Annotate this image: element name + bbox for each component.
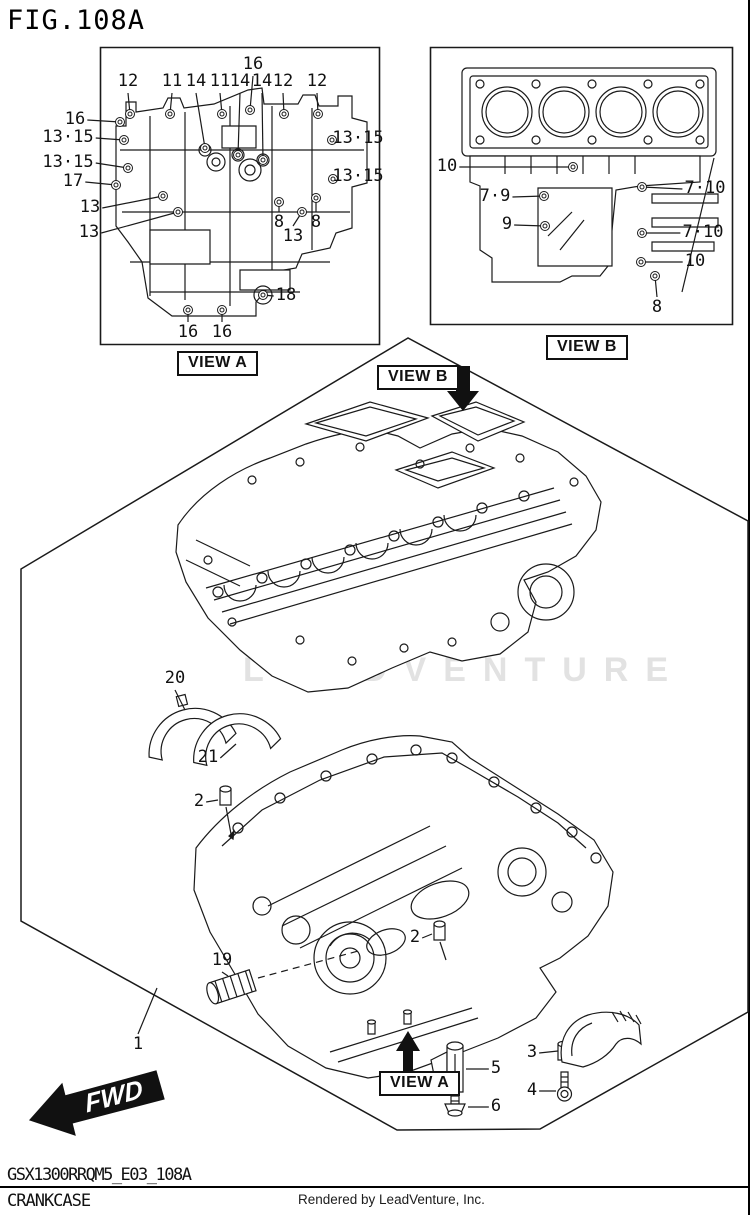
- bolt-hole: [246, 106, 255, 115]
- callout-13·15: 13·15: [332, 166, 384, 187]
- callout-18: 18: [275, 285, 297, 306]
- callout-8: 8: [273, 212, 285, 233]
- bolt-hole: [201, 144, 210, 153]
- bolt-hole: [259, 291, 268, 300]
- bolt-hole: [312, 194, 321, 203]
- bolt-hole: [540, 192, 549, 201]
- callout-14: 14: [185, 71, 207, 92]
- bolt-hole: [159, 192, 168, 201]
- callout-6: 6: [490, 1096, 502, 1117]
- leader-line: [238, 93, 240, 155]
- bolt-hole: [218, 306, 227, 315]
- bolt-hole: [275, 198, 284, 207]
- callout-12: 12: [306, 71, 328, 92]
- fwd-label: FWD: [83, 1073, 145, 1119]
- bolt-hole: [126, 110, 135, 119]
- leader-line: [101, 212, 178, 233]
- bolt-hole: [124, 164, 133, 173]
- callout-17: 17: [62, 171, 84, 192]
- bolt-hole: [234, 151, 243, 160]
- callout-13·15: 13·15: [42, 152, 94, 173]
- callout-10: 10: [684, 251, 706, 272]
- callout-12: 12: [117, 71, 139, 92]
- callout-7·10: 7·10: [682, 222, 724, 243]
- callout-21: 21: [197, 747, 219, 768]
- callout-8: 8: [651, 297, 663, 318]
- bolt-hole: [638, 229, 647, 238]
- callout-4: 4: [526, 1080, 538, 1101]
- leader-line: [262, 93, 263, 160]
- bolt-hole: [112, 181, 121, 190]
- callout-13: 13: [78, 222, 100, 243]
- callout-16: 16: [177, 322, 199, 343]
- bolt-hole: [569, 163, 578, 172]
- callout-16: 16: [242, 54, 264, 75]
- callout-13: 13: [79, 197, 101, 218]
- leader-line: [102, 196, 163, 208]
- bolt-hole: [298, 208, 307, 217]
- callout-10: 10: [436, 156, 458, 177]
- bolt-hole: [166, 110, 175, 119]
- figure-title: FIG.108A: [7, 5, 146, 36]
- callout-7·9: 7·9: [479, 186, 511, 207]
- callout-20: 20: [164, 668, 186, 689]
- callout-13·15: 13·15: [332, 128, 384, 149]
- callout-11: 11: [161, 71, 183, 92]
- bolt-hole: [259, 156, 268, 165]
- callout-14: 14: [229, 71, 251, 92]
- leader-line: [222, 972, 228, 976]
- leader-line: [220, 744, 236, 758]
- callout-14: 14: [251, 71, 273, 92]
- callout-13: 13: [282, 226, 304, 247]
- leader-line: [539, 1051, 558, 1053]
- leader-line: [196, 93, 205, 148]
- part-code: GSX1300RRQM5_E03_108A: [7, 1165, 191, 1185]
- callout-11: 11: [209, 71, 231, 92]
- callout-2: 2: [193, 791, 205, 812]
- callout-19: 19: [211, 950, 233, 971]
- callout-1: 1: [132, 1034, 144, 1055]
- callout-16: 16: [64, 109, 86, 130]
- callout-16: 16: [211, 322, 233, 343]
- leader-line: [422, 934, 432, 938]
- leader-line: [206, 800, 218, 802]
- bolt-hole: [637, 258, 646, 267]
- leadventure-watermark: LEADVENTURE: [243, 651, 686, 689]
- bolt-hole: [116, 118, 125, 127]
- view-a-inset-label: VIEW A: [177, 351, 258, 376]
- bolt-hole: [314, 110, 323, 119]
- callout-9: 9: [501, 214, 513, 235]
- bolt-hole: [541, 222, 550, 231]
- callout-12: 12: [272, 71, 294, 92]
- bolt-hole: [184, 306, 193, 315]
- callout-7·10: 7·10: [684, 178, 726, 199]
- bolt-hole: [218, 110, 227, 119]
- bolt-hole: [638, 183, 647, 192]
- bolt-hole: [174, 208, 183, 217]
- bolt-hole: [280, 110, 289, 119]
- view-a-marker-label: VIEW A: [379, 1071, 460, 1096]
- render-credit: Rendered by LeadVenture, Inc.: [298, 1192, 485, 1207]
- bolt-hole: [120, 136, 129, 145]
- callout-2: 2: [409, 927, 421, 948]
- view-b-inset-label: VIEW B: [546, 335, 628, 360]
- leader-line: [138, 988, 157, 1034]
- view-b-marker-label: VIEW B: [377, 365, 459, 390]
- part-name: CRANKCASE: [7, 1191, 91, 1211]
- callout-5: 5: [490, 1058, 502, 1079]
- callout-3: 3: [526, 1042, 538, 1063]
- leader-line: [175, 690, 185, 710]
- callout-13·15: 13·15: [42, 127, 94, 148]
- bolt-hole: [651, 272, 660, 281]
- leader-line: [642, 187, 682, 189]
- callout-8: 8: [310, 212, 322, 233]
